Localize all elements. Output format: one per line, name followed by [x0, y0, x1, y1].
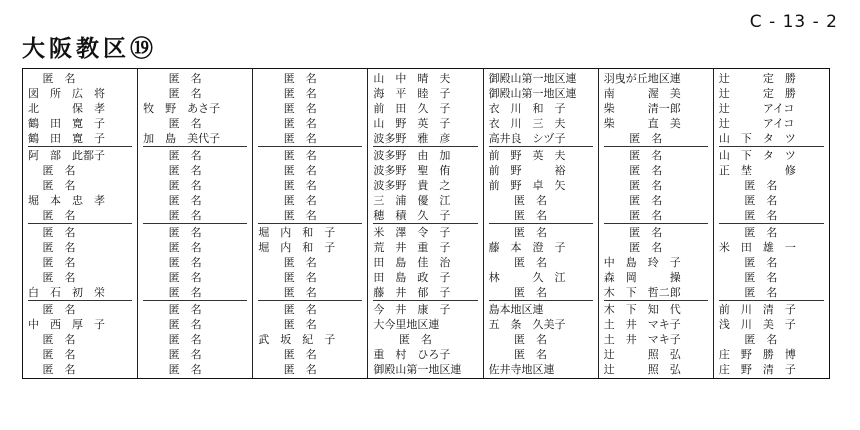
donor-name: 衣 川 和 子 — [488, 102, 566, 115]
donor-name: 穂 積 久 子 — [373, 209, 451, 222]
donor-name: 牧 野 あさ子 — [143, 102, 221, 115]
donor-name: 匿 名 — [718, 271, 778, 284]
donor-name: 山 野 英 子 — [373, 117, 451, 130]
donor-name: 匿 名 — [603, 226, 663, 239]
roster-block — [258, 224, 362, 301]
roster-column — [253, 69, 368, 378]
donor-name: 匿 名 — [143, 348, 202, 361]
donor-name: 前 野 裕 — [488, 164, 566, 177]
donor-name: 中 西 厚 子 — [28, 318, 105, 331]
donor-name: 辻 アイコ — [718, 102, 795, 115]
donor-name: 匿 名 — [258, 363, 317, 376]
donor-name: 匿 名 — [488, 348, 548, 361]
donor-name: 林 久 江 — [488, 271, 566, 284]
donor-name: 米 田 雄 一 — [718, 241, 796, 254]
donor-name: 匿 名 — [603, 209, 663, 222]
donor-name: 匿 名 — [143, 117, 202, 130]
donor-name: 加 島 美代子 — [143, 132, 221, 145]
roster-block — [719, 301, 824, 378]
roster-column — [599, 69, 714, 378]
roster-column — [368, 69, 483, 378]
donor-name: 木 下 哲二郎 — [603, 286, 681, 299]
donor-name: 森 岡 操 — [603, 271, 681, 284]
donor-name: 武 坂 紀 子 — [258, 333, 336, 346]
donor-name: 山 下 タ ツ — [718, 132, 796, 145]
donor-name: 匿 名 — [143, 256, 202, 269]
donor-name: 白 石 初 栄 — [28, 286, 105, 299]
donor-name: 匿 名 — [718, 209, 778, 222]
donor-name: 匿 名 — [258, 132, 317, 145]
donor-name: 前 野 英 夫 — [488, 149, 566, 162]
roster-column — [714, 69, 829, 378]
donor-name: 匿 名 — [258, 271, 317, 284]
roster-block — [373, 301, 477, 378]
roster-block — [719, 224, 824, 301]
donor-name: 匿 名 — [28, 256, 76, 269]
donor-name: 匿 名 — [258, 117, 317, 130]
donor-name: 匿 名 — [488, 194, 548, 207]
donor-name: 匿 名 — [28, 348, 76, 361]
donor-name: 五 条 久美子 — [488, 318, 566, 331]
donor-name: 匿 名 — [28, 333, 76, 346]
donor-name: 庄 野 勝 博 — [718, 348, 796, 361]
donor-name: 匿 名 — [28, 226, 76, 239]
donor-name: 匿 名 — [258, 87, 317, 100]
donor-name: 匿 名 — [28, 271, 76, 284]
donor-name: 匿 名 — [28, 363, 76, 376]
donor-name: 辻 アイコ — [718, 117, 795, 130]
donor-name: 羽曳が丘地区連 — [603, 72, 681, 85]
roster-block — [258, 70, 362, 147]
donor-name: 匿 名 — [143, 318, 202, 331]
roster-block — [604, 70, 708, 147]
donor-name: 藤 本 澄 子 — [488, 241, 566, 254]
donor-name: 前 野 卓 矢 — [488, 179, 566, 192]
donor-name: 匿 名 — [143, 241, 202, 254]
donor-name: 波多野 聖 侑 — [373, 164, 451, 177]
donor-name: 荒 井 重 子 — [373, 241, 451, 254]
donor-name: 匿 名 — [603, 179, 663, 192]
donor-name: 匿 名 — [718, 286, 778, 299]
donor-name: 匿 名 — [143, 72, 202, 85]
donor-name: 匿 名 — [143, 209, 202, 222]
donor-name: 匿 名 — [488, 209, 548, 222]
donor-name: 図 所 広 将 — [28, 87, 105, 100]
donor-name: 波多野 由 加 — [373, 149, 451, 162]
roster-block — [373, 224, 477, 301]
donor-name: 正 埜 修 — [718, 164, 796, 177]
donor-name: 匿 名 — [28, 179, 76, 192]
donor-name: 匿 名 — [603, 164, 663, 177]
roster-block — [489, 70, 593, 147]
roster-block — [28, 147, 132, 224]
donor-name: 辻 照 弘 — [603, 348, 681, 361]
roster-block — [28, 70, 132, 147]
donor-name: 匿 名 — [603, 194, 663, 207]
roster-block — [489, 301, 593, 378]
donor-name: 前 田 久 子 — [373, 102, 451, 115]
roster-block — [489, 224, 593, 301]
donor-name: 匿 名 — [718, 333, 778, 346]
donor-name: 匿 名 — [143, 179, 202, 192]
donor-name: 御殿山第一地区連 — [373, 363, 462, 376]
roster-block — [719, 147, 824, 224]
roster-block — [373, 147, 477, 224]
roster-table — [22, 68, 830, 379]
roster-block — [604, 301, 708, 378]
donor-name: 堀 本 忠 孝 — [28, 194, 105, 207]
donor-name: 田 島 佳 治 — [373, 256, 451, 269]
roster-block — [143, 301, 247, 378]
donor-name: 匿 名 — [258, 179, 317, 192]
roster-block — [604, 224, 708, 301]
donor-name: 匿 名 — [603, 132, 663, 145]
donor-name: 米 澤 令 子 — [373, 226, 451, 239]
donor-name: 匿 名 — [143, 164, 202, 177]
donor-name: 柴 直 美 — [603, 117, 681, 130]
donor-name: 匿 名 — [258, 256, 317, 269]
donor-name: 土 井 マキ子 — [603, 318, 681, 331]
roster-block — [489, 147, 593, 224]
donor-name: 辻 定 勝 — [718, 87, 796, 100]
donor-name: 匿 名 — [143, 149, 202, 162]
page-code: C - 13 - 2 — [749, 12, 838, 32]
donor-name: 今 井 康 子 — [373, 303, 451, 316]
donor-name: 前 川 清 子 — [718, 303, 796, 316]
donor-name: 庄 野 清 子 — [718, 363, 796, 376]
donor-name: 匿 名 — [258, 286, 317, 299]
donor-name: 南 渥 美 — [603, 87, 681, 100]
donor-name: 匿 名 — [143, 194, 202, 207]
roster-block — [258, 147, 362, 224]
donor-name: 匿 名 — [258, 303, 317, 316]
roster-block — [604, 147, 708, 224]
district-title: 大阪教区⑲ — [22, 36, 157, 62]
donor-name: 波多野 貴 之 — [373, 179, 451, 192]
donor-name: 匿 名 — [143, 363, 202, 376]
donor-name: 匿 名 — [28, 72, 76, 85]
donor-name: 匿 名 — [258, 164, 317, 177]
donor-name: 匿 名 — [258, 102, 317, 115]
donor-name: 匿 名 — [28, 241, 76, 254]
donor-name: 辻 定 勝 — [718, 72, 796, 85]
donor-name: 土 井 マキ子 — [603, 333, 681, 346]
donor-name: 匿 名 — [373, 333, 432, 346]
donor-name: 匿 名 — [258, 348, 317, 361]
roster-block — [143, 224, 247, 301]
donor-name: 波多野 雅 彦 — [373, 132, 451, 145]
roster-block — [28, 224, 132, 301]
donor-name: 匿 名 — [143, 226, 202, 239]
donor-name: 匿 名 — [143, 333, 202, 346]
donor-name: 匿 名 — [718, 179, 778, 192]
donor-name: 鶴 田 寛 子 — [28, 117, 105, 130]
donor-name: 匿 名 — [258, 194, 317, 207]
donor-name: 大今里地区連 — [373, 318, 440, 331]
donor-name: 柴 清一郎 — [603, 102, 681, 115]
donor-name: 匿 名 — [718, 226, 778, 239]
roster-block — [28, 301, 132, 378]
donor-name: 堀 内 和 子 — [258, 241, 336, 254]
donor-name: 匿 名 — [28, 164, 76, 177]
donor-name: 御殿山第一地区連 — [488, 72, 577, 85]
donor-name: 重 村 ひろ子 — [373, 348, 451, 361]
donor-name: 匿 名 — [603, 241, 663, 254]
roster-column — [23, 69, 138, 378]
donor-name: 木 下 知 代 — [603, 303, 681, 316]
roster-block — [373, 70, 477, 147]
donor-name: 匿 名 — [258, 209, 317, 222]
donor-name: 阿 部 此都子 — [28, 149, 105, 162]
donor-name: 匿 名 — [28, 209, 76, 222]
donor-name: 佐井寺地区連 — [488, 363, 555, 376]
donor-name: 鶴 田 寛 子 — [28, 132, 105, 145]
donor-name: 三 浦 優 江 — [373, 194, 451, 207]
donor-name: 匿 名 — [143, 87, 202, 100]
donor-name: 匿 名 — [258, 149, 317, 162]
donor-name: 浅 川 美 子 — [718, 318, 796, 331]
donor-name: 堀 内 和 子 — [258, 226, 336, 239]
donor-name: 藤 井 郁 子 — [373, 286, 451, 299]
donor-name: 匿 名 — [603, 149, 663, 162]
donor-name: 匿 名 — [488, 286, 548, 299]
donor-name: 匿 名 — [488, 333, 548, 346]
donor-name: 匿 名 — [488, 226, 548, 239]
donor-name: 匿 名 — [718, 194, 778, 207]
roster-column — [138, 69, 253, 378]
roster-block — [719, 70, 824, 147]
donor-name: 高井良 シヅ子 — [488, 132, 566, 145]
donor-name: 中 島 玲 子 — [603, 256, 681, 269]
donor-name: 田 島 政 子 — [373, 271, 451, 284]
donor-name: 匿 名 — [143, 286, 202, 299]
donor-name: 海 平 睦 子 — [373, 87, 451, 100]
roster-column — [484, 69, 599, 378]
roster-block — [143, 147, 247, 224]
roster-block — [258, 301, 362, 378]
donor-name: 匿 名 — [258, 318, 317, 331]
donor-name: 御殿山第一地区連 — [488, 87, 577, 100]
donor-name: 匿 名 — [28, 303, 76, 316]
donor-name: 匿 名 — [488, 256, 548, 269]
donor-name: 匿 名 — [143, 303, 202, 316]
donor-name: 辻 照 弘 — [603, 363, 681, 376]
donor-name: 北 保 孝 — [28, 102, 105, 115]
donor-name: 衣 川 三 夫 — [488, 117, 566, 130]
donor-name: 島本地区連 — [488, 303, 544, 316]
roster-block — [143, 70, 247, 147]
donor-name: 匿 名 — [718, 256, 778, 269]
donor-name: 匿 名 — [258, 72, 317, 85]
donor-name: 匿 名 — [143, 271, 202, 284]
donor-name: 山 下 タ ツ — [718, 149, 796, 162]
donor-name: 山 中 晴 夫 — [373, 72, 451, 85]
